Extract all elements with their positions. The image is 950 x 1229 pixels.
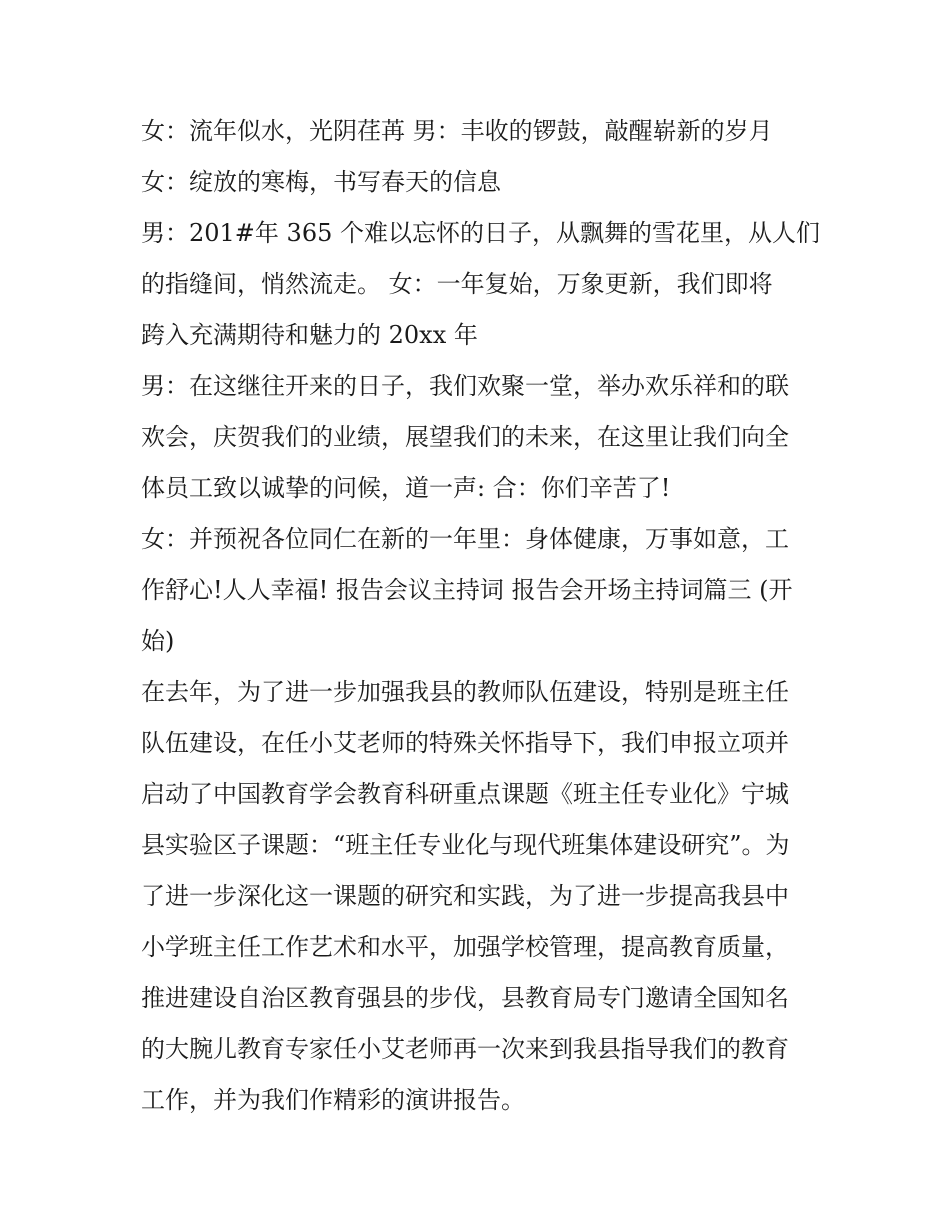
text-line: 了进一步深化这一课题的研究和实践，为了进一步提高我县中 bbox=[141, 882, 789, 910]
text-line: 始) bbox=[141, 627, 175, 655]
text-line: 女：并预祝各位同仁在新的一年里：身体健康，万事如意，工 bbox=[141, 525, 789, 553]
text-line: 跨入充满期待和魅力的 20xx 年 bbox=[141, 321, 478, 349]
text-line: 小学班主任工作艺术和水平，加强学校管理，提高教育质量， bbox=[141, 933, 789, 961]
text-line: 的大腕儿教育专家任小艾老师再一次来到我县指导我们的教育 bbox=[141, 1035, 789, 1063]
text-line: 作舒心!人人幸福! 报告会议主持词 报告会开场主持词篇三 (开 bbox=[141, 576, 793, 604]
text-line: 工作，并为我们作精彩的演讲报告。 bbox=[141, 1086, 525, 1114]
text-line: 队伍建设，在任小艾老师的特殊关怀指导下，我们申报立项并 bbox=[141, 729, 789, 757]
text-line: 在去年，为了进一步加强我县的教师队伍建设，特别是班主任 bbox=[141, 678, 789, 706]
document-body bbox=[141, 106, 821, 1126]
text-line: 欢会，庆贺我们的业绩，展望我们的未来，在这里让我们向全 bbox=[141, 423, 789, 451]
text-line: 女：流年似水，光阴荏苒 男：丰收的锣鼓，敲醒崭新的岁月 bbox=[141, 117, 773, 145]
text-line: 启动了中国教育学会教育科研重点课题《班主任专业化》宁城 bbox=[141, 780, 789, 808]
text-line: 女：绽放的寒梅，书写春天的信息 bbox=[141, 168, 501, 196]
text-line: 的指缝间，悄然流走。 女：一年复始，万象更新，我们即将 bbox=[141, 270, 773, 298]
text-line: 县实验区子课题：“班主任专业化与现代班集体建设研究”。为 bbox=[141, 831, 790, 859]
text-line: 体员工致以诚挚的问候，道一声: 合：你们辛苦了! bbox=[141, 474, 671, 502]
text-line: 男：201#年 365 个难以忘怀的日子，从飘舞的雪花里，从人们 bbox=[141, 219, 820, 247]
text-line: 男：在这继往开来的日子，我们欢聚一堂，举办欢乐祥和的联 bbox=[141, 372, 789, 400]
text-line: 推进建设自治区教育强县的步伐，县教育局专门邀请全国知名 bbox=[141, 984, 789, 1012]
